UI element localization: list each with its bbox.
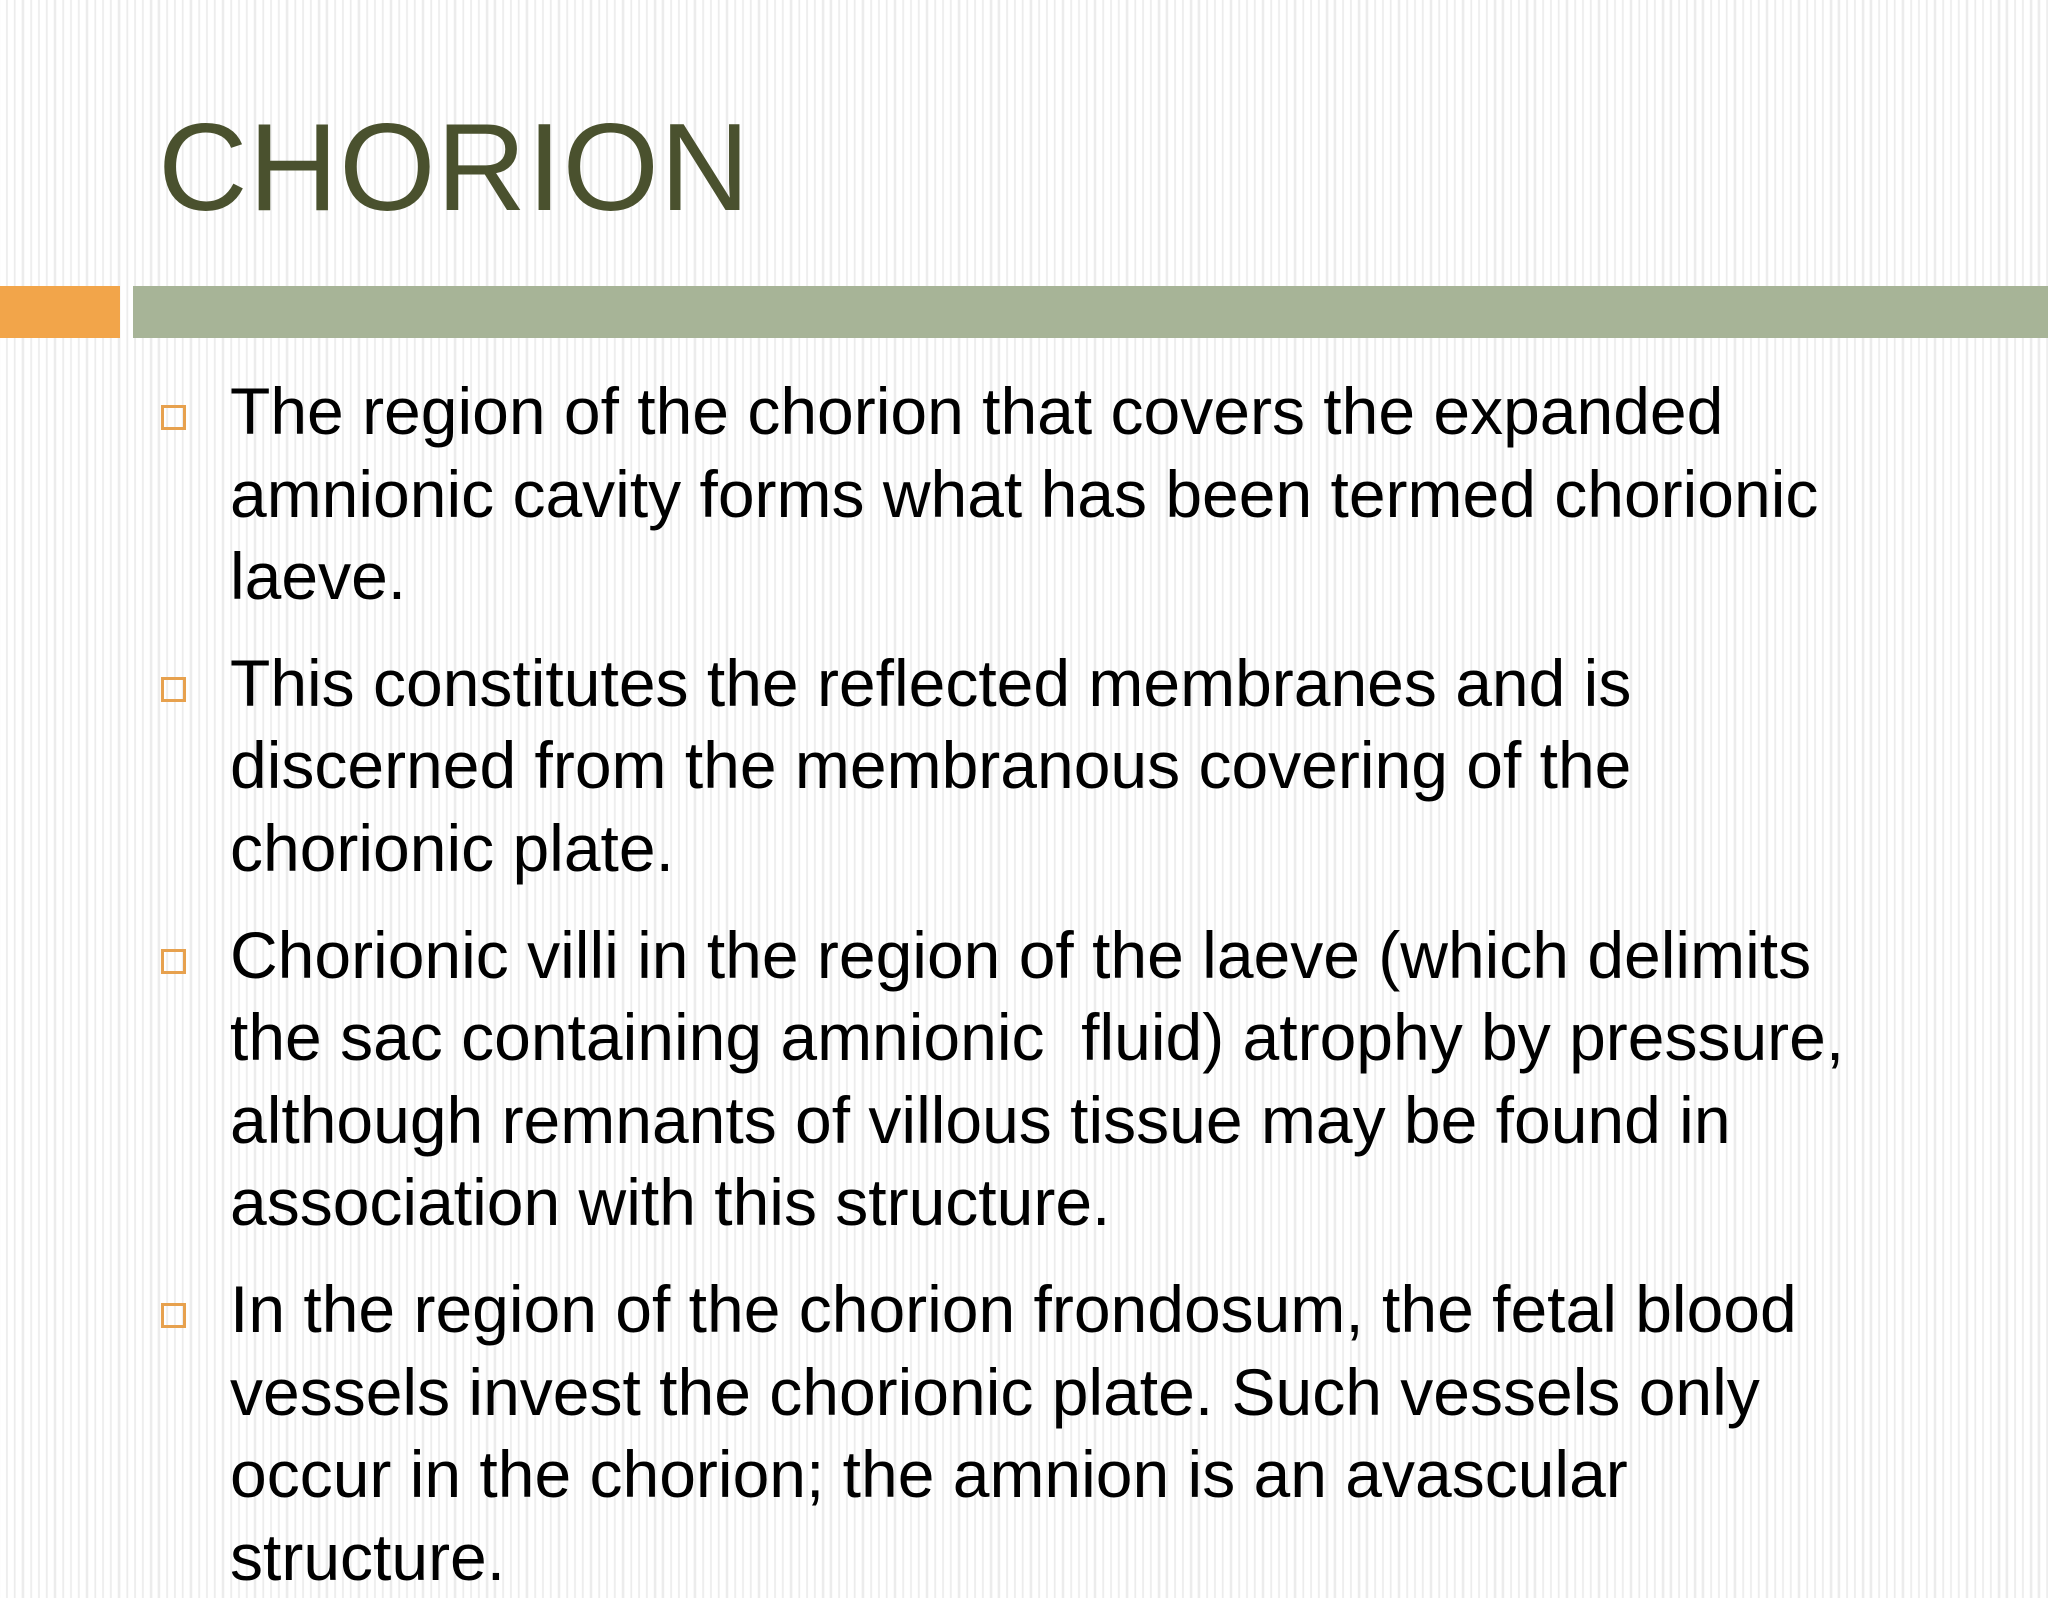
bullet-line: This constitutes the reflected membranes and is <box>230 645 1632 720</box>
bullet-line: vessels invest the chorionic plate. Such vessels only <box>230 1354 1760 1429</box>
bullet-line: The region of the chorion that covers the expanded <box>230 374 1724 448</box>
bullet-item <box>0 914 2048 1244</box>
bullet-line: Chorionic villi in the region of the laeve (which delimits <box>230 917 1812 992</box>
hollow-square-bullet-icon <box>161 677 186 702</box>
bullet-line: structure. <box>230 1519 506 1594</box>
bullet-line: chorionic plate. <box>230 810 674 885</box>
bullet-line: the sac containing amnionic fluid) atrophy by pressure, <box>230 1000 1845 1075</box>
bullet-line: association with this structure. <box>230 1165 1111 1240</box>
bullet-list <box>0 370 2048 1598</box>
accent-bar-orange <box>0 286 120 338</box>
slide-content <box>0 370 2048 1594</box>
slide-title: CHORION <box>158 99 751 237</box>
hollow-square-bullet-icon <box>161 949 186 974</box>
bullet-text <box>230 642 1988 890</box>
bullet-line: amnionic cavity forms what has been termed chorionic <box>230 456 1819 531</box>
bullet-text <box>230 370 1988 618</box>
bullet-line: occur in the chorion; the amnion is an avascular <box>230 1437 1628 1512</box>
hollow-square-bullet-icon <box>161 405 186 430</box>
bullet-line: laeve. <box>230 539 407 614</box>
bullet-text <box>230 914 1988 1244</box>
bullet-item <box>0 370 2048 618</box>
bullet-item <box>0 1268 2048 1598</box>
hollow-square-bullet-icon <box>161 1303 186 1328</box>
bullet-item <box>0 642 2048 890</box>
bullet-line: discerned from the membranous covering of the <box>230 728 1632 803</box>
bullet-line: although remnants of villous tissue may be found in <box>230 1082 1731 1157</box>
bullet-line: In the region of the chorion frondosum, the fetal blood <box>230 1271 1797 1346</box>
bullet-text <box>230 1268 1988 1598</box>
accent-bar-green <box>133 286 2048 338</box>
